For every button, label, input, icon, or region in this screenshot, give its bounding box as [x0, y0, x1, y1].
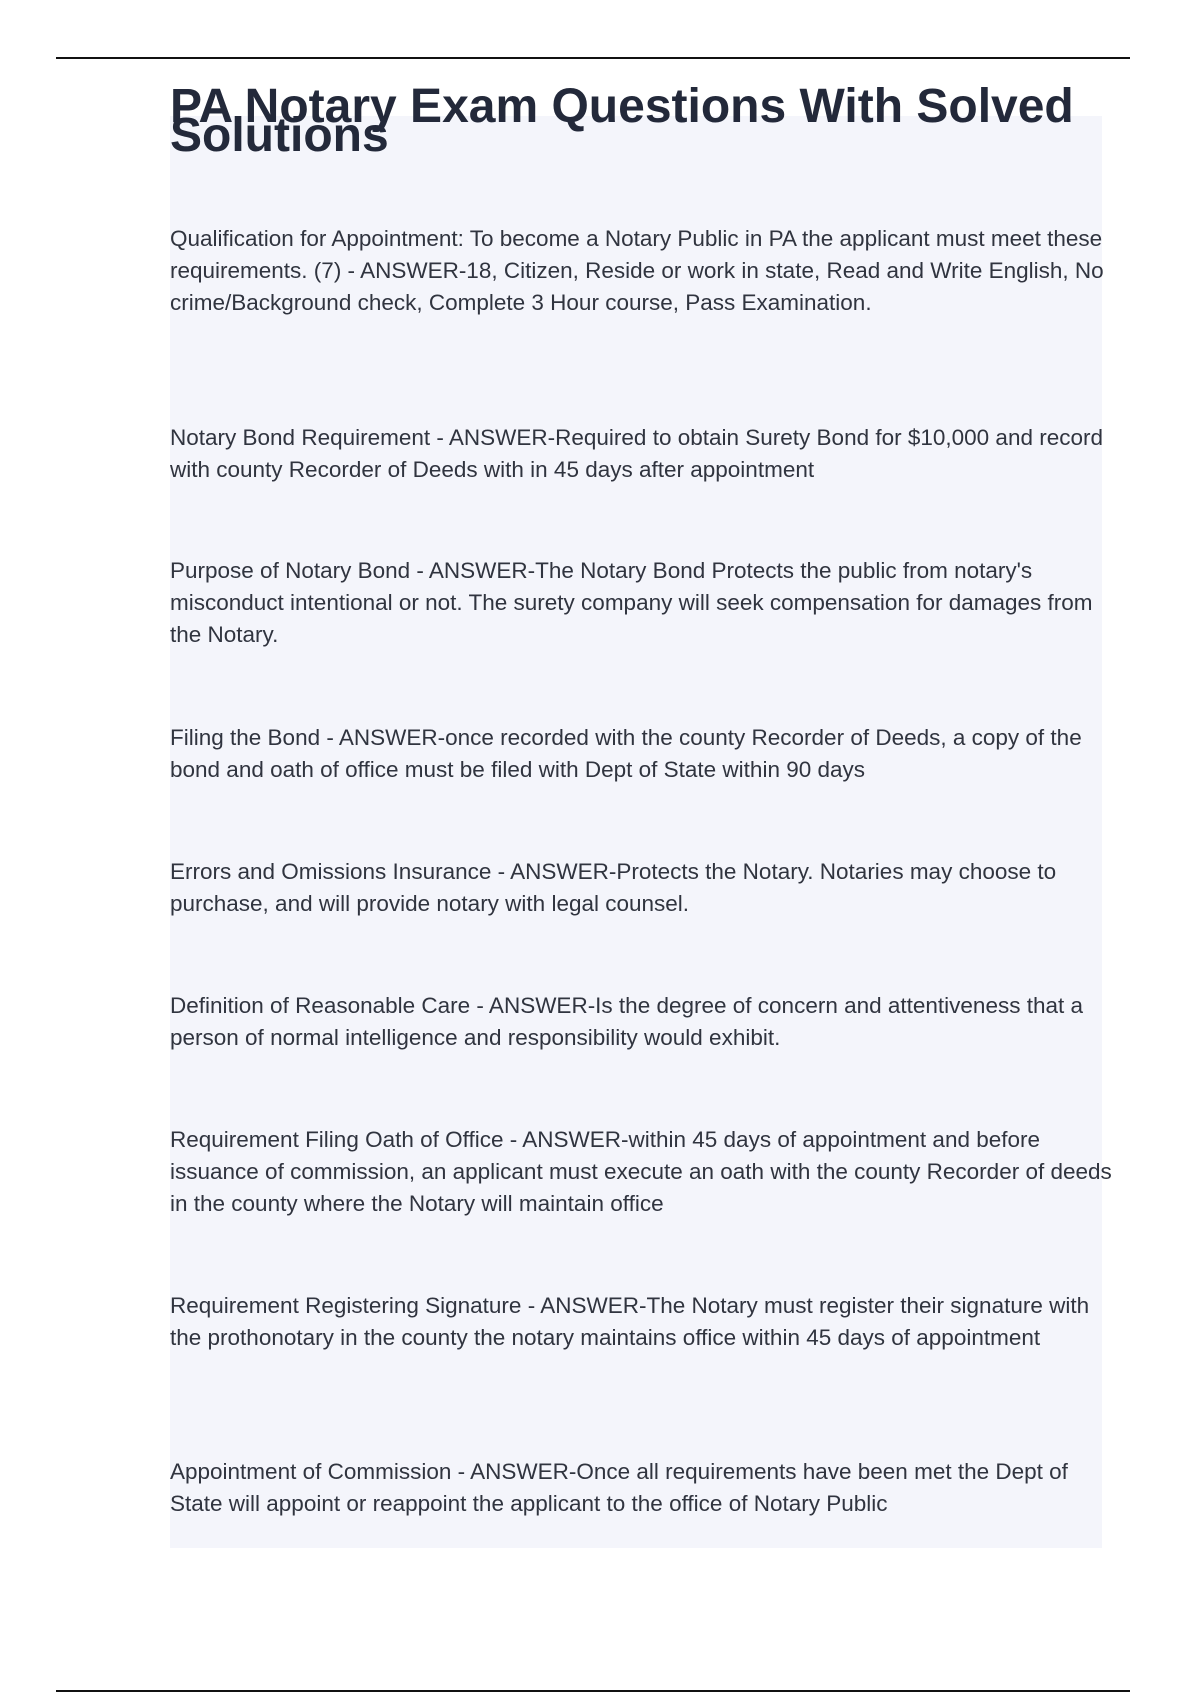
qa-item-reasonable-care: Definition of Reasonable Care - ANSWER-Is the degree of concern and attentiveness that a person of normal intelligence and responsibility would exhibit. [170, 993, 1084, 1050]
top-divider [56, 57, 1130, 59]
qa-item-filing-bond: Filing the Bond - ANSWER-once recorded with the county Recorder of Deeds, a copy of the bond and oath of office must be filed with Dept of State within 90 days [170, 725, 1082, 782]
qa-item-bond-purpose: Purpose of Notary Bond - ANSWER-The Notary Bond Protects the public from notary's misconduct intentional or not. The surety company will seek compensation for damages from the Notary. [170, 558, 1093, 647]
qa-item-qualification: Qualification for Appointment: To become a Notary Public in PA the applicant must meet these requirements. (7) - ANSWER-18, Citizen, Reside or work in state, Read and Write English, No crime/Background check, Complete 3 Hour course, Pass Examination. [170, 226, 1104, 315]
bottom-divider [56, 1690, 1130, 1692]
page-title: PA Notary Exam Questions With Solved Solutions [170, 80, 1074, 162]
qa-item-registering-signature: Requirement Registering Signature - ANSWER-The Notary must register their signature with the prothonotary in the county the notary maintains office within 45 days of appointment [170, 1293, 1090, 1350]
qa-item-errors-omissions: Errors and Omissions Insurance - ANSWER-Protects the Notary. Notaries may choose to purchase, and will provide notary with legal counsel. [170, 859, 1057, 916]
qa-item-oath-of-office: Requirement Filing Oath of Office - ANSWER-within 45 days of appointment and before issuance of commission, an applicant must execute an oath with the county Recorder of deeds in the county where the Notary will maintain office [170, 1127, 1112, 1216]
qa-item-appointment-commission: Appointment of Commission - ANSWER-Once all requirements have been met the Dept of State will appoint or reappoint the applicant to the office of Notary Public [170, 1459, 1068, 1516]
qa-item-bond-requirement: Notary Bond Requirement - ANSWER-Required to obtain Surety Bond for $10,000 and record with county Recorder of Deeds with in 45 days after appointment [170, 425, 1104, 482]
